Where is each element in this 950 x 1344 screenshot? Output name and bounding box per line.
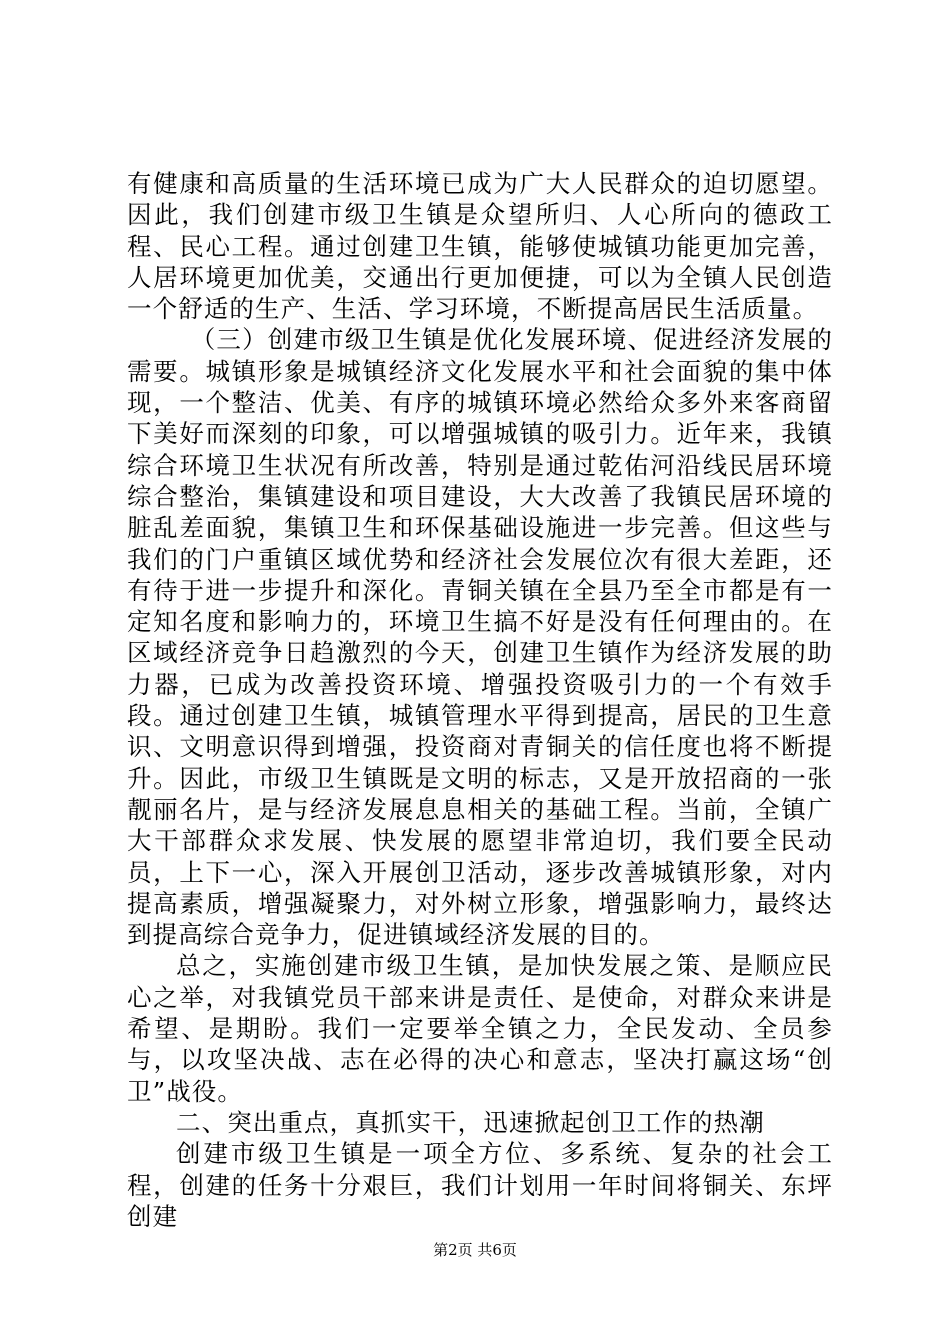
document-body <box>127 168 833 1232</box>
paragraph-4: 创建市级卫生镇是一项全方位、多系统、复杂的社会工程，创建的任务十分艰巨，我们计划用一年时间将铜关、东坪创建 <box>127 1139 833 1231</box>
page-footer: 第2页 共6页 <box>433 1241 517 1259</box>
paragraph-2: （三）创建市级卫生镇是优化发展环境、促进经济发展的需要。城镇形象是城镇经济文化发展水平和社会面貌的集中体现，一个整洁、优美、有序的城镇环境必然给众多外来客商留下美好而深刻的印象，可以增强城镇的吸引力。近年来，我镇综合环境卫生状况有所改善，特别是通过乾佑河沿线民居环境综合整治，集镇建设和项目建设，大大改善了我镇民居环境的脏乱差面貌，集镇卫生和环保基础设施进一步完善。但这些与我们的门户重镇区域优势和经济社会发展位次有很大差距，还有待于进一步提升和深化。青铜关镇在全县乃至全市都是有一定知名度和影响力的，环境卫生搞不好是没有任何理由的。在区域经济竞争日趋激烈的今天，创建卫生镇作为经济发展的助力器，已成为改善投资环境、增强投资吸引力的一个有效手段。通过创建卫生镇，城镇管理水平得到提高，居民的卫生意识、文明意识得到增强，投资商对青铜关的信任度也将不断提升。因此，市级卫生镇既是文明的标志，又是开放招商的一张靓丽名片，是与经济发展息息相关的基础工程。当前，全镇广大干部群众求发展、快发展的愿望非常迫切，我们要全民动员，上下一心，深入开展创卫活动，逐步改善城镇形象，对内提高素质，增强凝聚力，对外树立形象，增强影响力，最终达到提高综合竞争力，促进镇域经济发展的目的。 <box>127 325 833 950</box>
section-heading: 二、突出重点，真抓实干，迅速掀起创卫工作的热潮 <box>176 1107 765 1137</box>
paragraph-1: 有健康和高质量的生活环境已成为广大人民群众的迫切愿望。因此，我们创建市级卫生镇是众望所归、人心所向的德政工程、民心工程。通过创建卫生镇，能够使城镇功能更加完善，人居环境更加优美，交通出行更加便捷，可以为全镇人民创造一个舒适的生产、生活、学习环境，不断提高居民生活质量。 <box>127 169 833 324</box>
paragraph-3: 总之，实施创建市级卫生镇，是加快发展之策、是顺应民心之举，对我镇党员干部来讲是责任、是使命，对群众来讲是希望、是期盼。我们一定要举全镇之力，全民发动、全员参与，以攻坚决战、志在必得的决心和意志，坚决打赢这场“创卫”战役。 <box>127 951 833 1106</box>
